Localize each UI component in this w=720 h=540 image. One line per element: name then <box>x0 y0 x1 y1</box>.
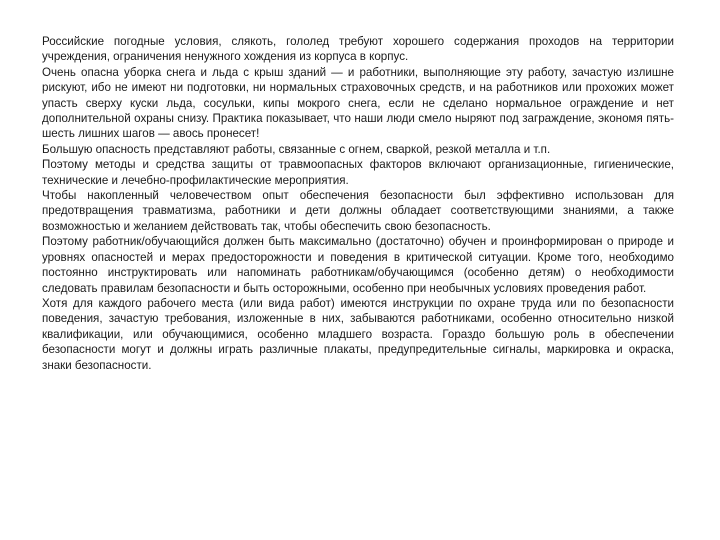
paragraph-protection-methods: Поэтому методы и средства защиты от травмоопасных факторов включают организационные, гигиенические, технические и лечебно-профилактические мероприятия. <box>42 158 674 187</box>
paragraph-fire-work-danger: Большую опасность представляют работы, связанные с огнем, сваркой, резкой металла и т.п. <box>42 142 551 156</box>
paragraph-weather-conditions: Российские погодные условия, слякоть, гололед требуют хорошего содержания проходов на территории учреждения, ограничения ненужного хождения из корпуса в корпус. <box>42 35 674 64</box>
paragraph-safety-experience: Чтобы накопленный человечеством опыт обеспечения безопасности был эффективно использован для предотвращения травматизма, работники и дети должны обладает соответствующими знаниями, а также возможностью и желанием действовать так, чтобы обеспечить свою безопасность. <box>42 189 674 233</box>
paragraph-worker-training: Поэтому работник/обучающийся должен быть максимально (достаточно) обучен и проинформирован о природе и уровнях опасностей и мерах предосторожности и поведения в критической ситуации. Кроме того, необходимо постоянно инструктировать или напоминать работникам/обучающимся (особенно детям) о необходимости следовать правилам безопасности и быть осторожными, особенно при необычных условиях проведения работ. <box>42 235 674 295</box>
paragraph-safety-instructions: Хотя для каждого рабочего места (или вида работ) имеются инструкции по охране труда или по безопасности поведения, зачастую требования, изложенные в них, забываются работниками, особенно относительно низкой квалификации, или обучающимися, особенно младшего возраста. Гораздо большую роль в обеспечении безопасности могут и должны играть различные плакаты, предупредительные сигналы, маркировка и окраска, знаки безопасности. <box>42 296 674 372</box>
text-body <box>42 34 674 373</box>
paragraph-roof-snow-removal: Очень опасна уборка снега и льда с крыш зданий — и работники, выполняющие эту работу, зачастую излишне рискуют, ибо не имеют ни подготовки, ни нормальных страховочных средств, и на работников или прохожих может упасть сверху куски льда, сосульки, кипы мокрого снега, если не сделано нормальное ограждение и нет дополнительной охраны снизу. Практика показывает, что наши люди смело ныряют под заграждение, экономя пять-шесть лишних шагов — авось пронесет! <box>42 65 674 141</box>
